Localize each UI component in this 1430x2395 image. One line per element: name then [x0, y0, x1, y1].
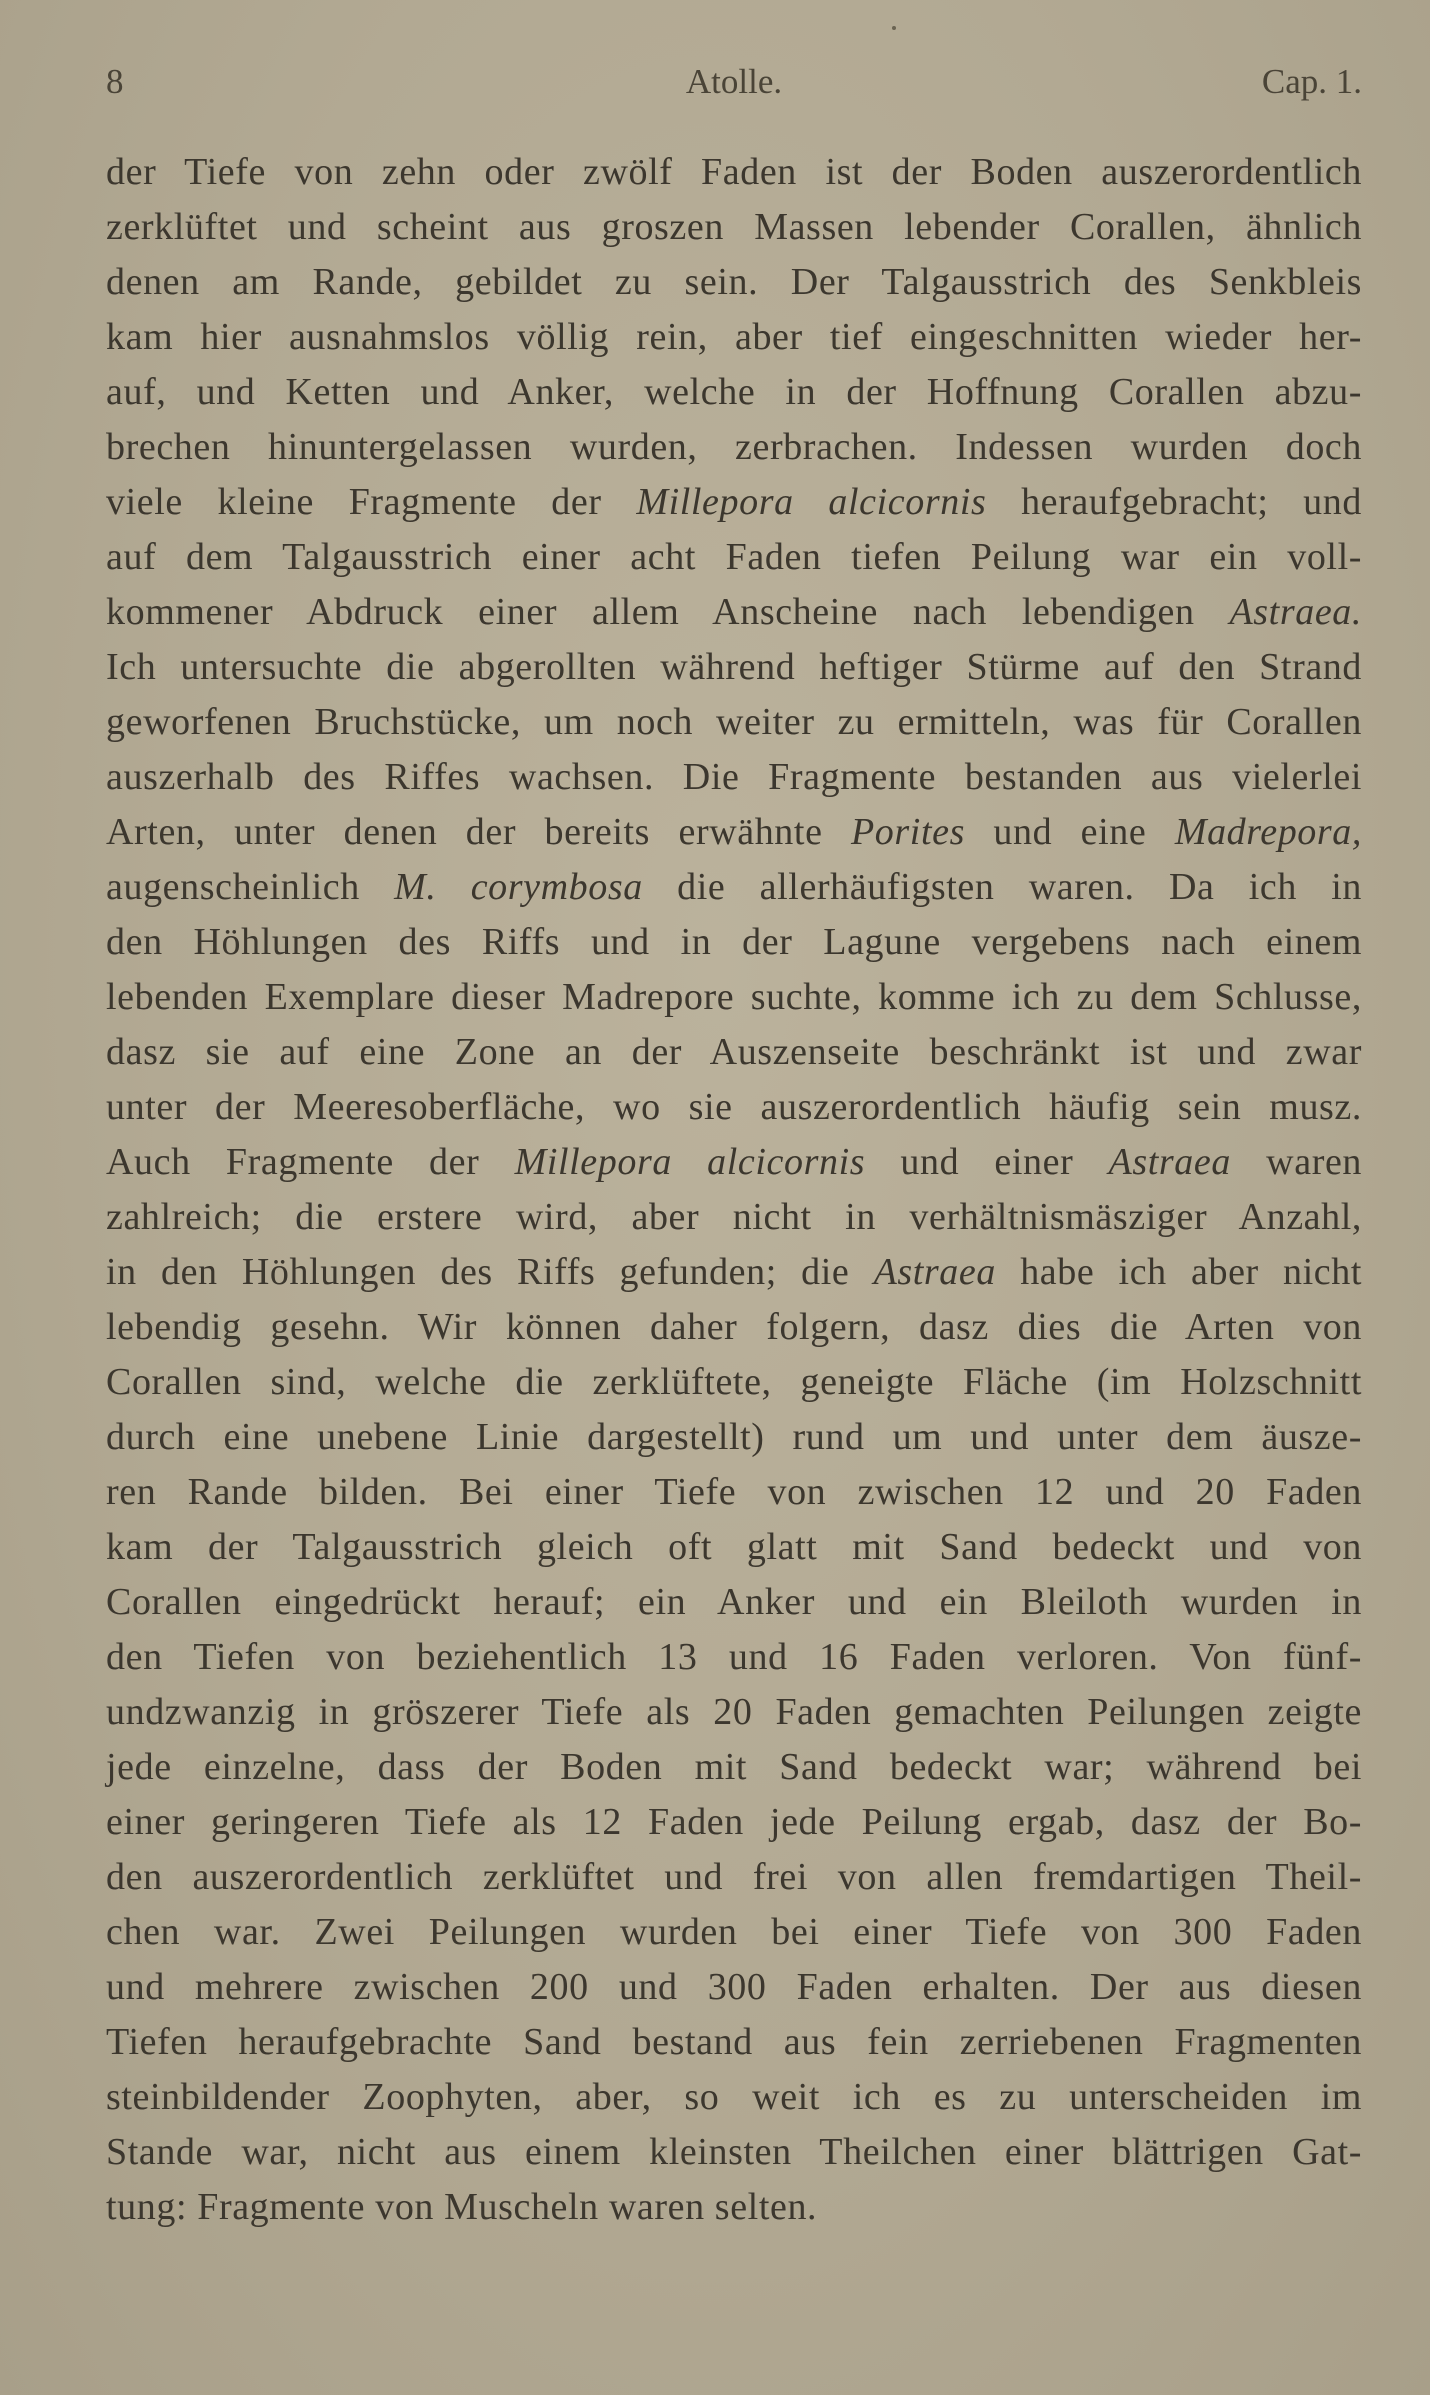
- text-span: tung: Fragmente von Muscheln waren selten.: [106, 2186, 818, 2228]
- text-line: [106, 1960, 1362, 2015]
- text-span: den auszerordentlich zerklüftet und frei von allen fremdartigen Theil-: [106, 1856, 1362, 1898]
- text-span: heraufgebracht; und: [986, 481, 1362, 523]
- page-header: [106, 62, 1362, 112]
- italic-span: Madrepora,: [1174, 811, 1362, 853]
- text-line: [106, 145, 1362, 200]
- text-line: [106, 1410, 1362, 1465]
- italic-span: Millepora alcicornis: [514, 1141, 866, 1183]
- text-line: [106, 860, 1362, 915]
- text-span: die allerhäufigsten waren. Da ich in: [642, 866, 1362, 908]
- text-span: unter der Meeresoberfläche, wo sie auszerordentlich häufig sein musz.: [106, 1086, 1362, 1128]
- running-title: Atolle.: [685, 62, 783, 101]
- text-span: den Tiefen von beziehentlich 13 und 16 Faden verloren. Von fünf-: [106, 1636, 1362, 1678]
- text-span: und mehrere zwischen 200 und 300 Faden erhalten. Der aus diesen: [106, 1966, 1362, 2008]
- italic-span: Astraea: [1108, 1141, 1231, 1183]
- text-span: Arten, unter denen der bereits erwähnte: [106, 811, 851, 853]
- italic-span: Millepora alcicornis: [636, 481, 987, 523]
- text-line: [106, 1355, 1362, 1410]
- text-span: jede einzelne, dass der Boden mit Sand bedeckt war; während bei: [106, 1746, 1362, 1788]
- text-span: augenscheinlich: [106, 866, 395, 908]
- text-line: [106, 1795, 1362, 1850]
- text-line: [106, 915, 1362, 970]
- text-line: [106, 1905, 1362, 1960]
- text-span: einer geringeren Tiefe als 12 Faden jede Peilung ergab, dasz der Bo-: [106, 1801, 1362, 1843]
- text-line: [106, 530, 1362, 585]
- text-span: auszerhalb des Riffes wachsen. Die Fragmente bestanden aus vielerlei: [106, 756, 1362, 798]
- text-span: Corallen sind, welche die zerklüftete, geneigte Fläche (im Holzschnitt: [106, 1361, 1362, 1403]
- text-span: der Tiefe von zehn oder zwölf Faden ist der Boden auszerordentlich: [106, 151, 1362, 193]
- text-span: dasz sie auf eine Zone an der Auszenseite beschränkt ist und zwar: [106, 1031, 1362, 1073]
- text-span: zerklüftet und scheint aus groszen Massen lebender Corallen, ähnlich: [106, 206, 1362, 248]
- text-span: Ich untersuchte die abgerollten während heftiger Stürme auf den Strand: [106, 646, 1362, 688]
- text-span: lebendig gesehn. Wir können daher folgern, dasz dies die Arten von: [106, 1306, 1362, 1348]
- text-line: [106, 200, 1362, 255]
- text-line: [106, 1850, 1362, 1905]
- text-line: [106, 1465, 1362, 1520]
- text-line: [106, 750, 1362, 805]
- text-span: zahlreich; die erstere wird, aber nicht in verhältnismäsziger Anzahl,: [106, 1196, 1362, 1238]
- page-number: 8: [106, 62, 124, 101]
- text-span: habe ich aber nicht: [995, 1251, 1362, 1293]
- text-span: steinbildender Zoophyten, aber, so weit ich es zu unterscheiden im: [106, 2076, 1362, 2118]
- text-line: [106, 2015, 1362, 2070]
- text-span: Corallen eingedrückt herauf; ein Anker und ein Bleiloth wurden in: [106, 1581, 1362, 1623]
- text-line: [106, 1245, 1362, 1300]
- text-span: Auch Fragmente der: [106, 1141, 515, 1183]
- text-span: undzwanzig in gröszerer Tiefe als 20 Faden gemachten Peilungen zeigte: [106, 1691, 1362, 1733]
- text-line: [106, 1080, 1362, 1135]
- text-line: [106, 805, 1362, 860]
- text-line: [106, 1190, 1362, 1245]
- text-span: geworfenen Bruchstücke, um noch weiter zu ermitteln, was für Corallen: [106, 701, 1362, 743]
- text-span: lebenden Exemplare dieser Madrepore suchte, komme ich zu dem Schlusse,: [106, 976, 1362, 1018]
- text-line: [106, 2180, 1362, 2235]
- text-span: ren Rande bilden. Bei einer Tiefe von zwischen 12 und 20 Faden: [106, 1471, 1362, 1513]
- text-line: [106, 1740, 1362, 1795]
- text-span: Tiefen heraufgebrachte Sand bestand aus fein zerriebenen Fragmenten: [106, 2021, 1362, 2063]
- text-span: den Höhlungen des Riffs und in der Lagune vergebens nach einem: [106, 921, 1362, 963]
- text-span: auf dem Talgausstrich einer acht Faden tiefen Peilung war ein voll-: [106, 536, 1362, 578]
- text-span: Stande war, nicht aus einem kleinsten Theilchen einer blättrigen Gat-: [106, 2131, 1362, 2173]
- text-line: [106, 1630, 1362, 1685]
- italic-span: M. corymbosa: [394, 866, 643, 908]
- italic-span: Astraea: [873, 1251, 996, 1293]
- text-line: [106, 1575, 1362, 1630]
- text-line: [106, 1520, 1362, 1575]
- text-span: kommener Abdruck einer allem Anscheine nach lebendigen: [106, 591, 1230, 633]
- text-span: auf, und Ketten und Anker, welche in der Hoffnung Corallen abzu-: [106, 371, 1362, 413]
- text-span: chen war. Zwei Peilungen wurden bei einer Tiefe von 300 Faden: [106, 1911, 1362, 1953]
- text-span: durch eine unebene Linie dargestellt) rund um und unter dem äusze-: [106, 1416, 1362, 1458]
- text-line: [106, 1685, 1362, 1740]
- text-span: brechen hinuntergelassen wurden, zerbrachen. Indessen wurden doch: [106, 426, 1362, 468]
- text-line: [106, 420, 1362, 475]
- italic-span: Astraea.: [1229, 591, 1362, 633]
- text-line: [106, 585, 1362, 640]
- text-span: in den Höhlungen des Riffs gefunden; die: [106, 1251, 874, 1293]
- text-line: [106, 640, 1362, 695]
- body-text: [106, 145, 1362, 2235]
- text-span: und eine: [964, 811, 1175, 853]
- text-span: kam hier ausnahmslos völlig rein, aber tief eingeschnitten wieder her-: [106, 316, 1362, 358]
- text-line: [106, 2125, 1362, 2180]
- paper-speck: [892, 26, 896, 30]
- chapter-label: Cap. 1.: [1261, 62, 1362, 101]
- text-line: [106, 1025, 1362, 1080]
- text-line: [106, 2070, 1362, 2125]
- text-span: kam der Talgausstrich gleich oft glatt mit Sand bedeckt und von: [106, 1526, 1362, 1568]
- text-line: [106, 1300, 1362, 1355]
- text-line: [106, 695, 1362, 750]
- text-line: [106, 365, 1362, 420]
- text-line: [106, 255, 1362, 310]
- italic-span: Porites: [850, 811, 965, 853]
- text-line: [106, 475, 1362, 530]
- text-span: und einer: [865, 1141, 1109, 1183]
- text-span: waren: [1230, 1141, 1363, 1183]
- text-span: viele kleine Fragmente der: [106, 481, 637, 523]
- text-span: denen am Rande, gebildet zu sein. Der Talgausstrich des Senkbleis: [106, 261, 1362, 303]
- text-line: [106, 1135, 1362, 1190]
- text-line: [106, 310, 1362, 365]
- text-line: [106, 970, 1362, 1025]
